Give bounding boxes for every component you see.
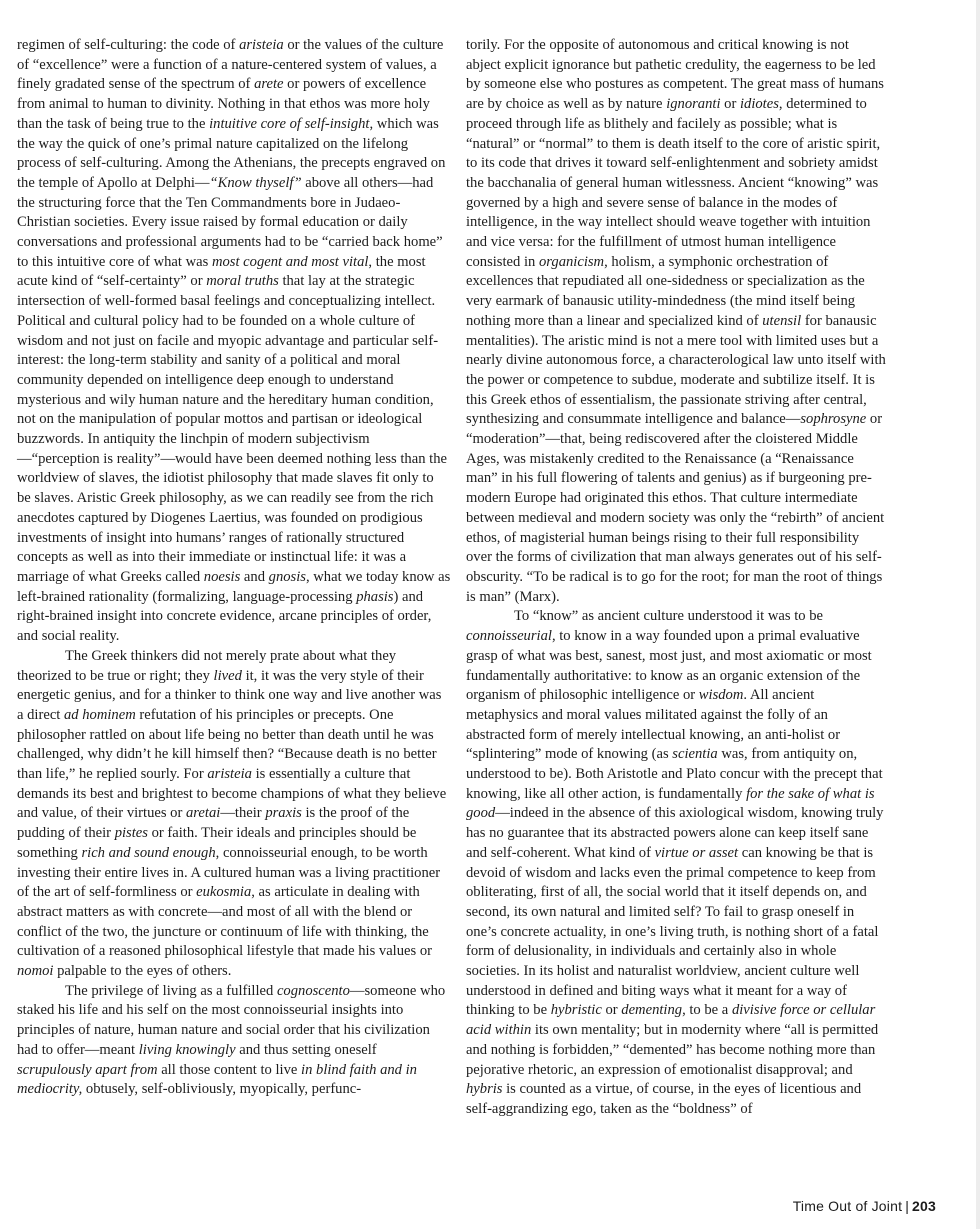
paragraph	[17, 982, 451, 1100]
text-run: The privilege of living as a fulfilled	[65, 982, 277, 999]
italic-text: pistes	[114, 825, 148, 842]
italic-text: dementing	[621, 1002, 683, 1019]
italic-text: wisdom	[698, 687, 744, 704]
italic-text: arete	[254, 76, 284, 93]
text-run: , which was the way the quick of one’s primal nature capitalized on the lifelong process of self-culturing. Among the Athenians, the precepts engraved on the temple of Apollo at Delphi—	[17, 115, 446, 191]
italic-text: idiotes	[739, 96, 779, 113]
italic-text: praxis	[265, 805, 302, 822]
text-run: or	[720, 96, 740, 113]
italic-text: divisive force or cellular acid within	[466, 1002, 876, 1039]
text-run: —their	[220, 805, 266, 822]
text-run: its own mentality; but in modernity where “all is permitted and nothing is forbidden,” “demented” has become nothing more than pejorative rhetoric, an expression of emotionalist disapproval; and	[466, 1022, 879, 1078]
text-run: for banausic mentalities). The aristic mind is not a mere tool with limited uses but a nearly divine autonomous force, a characterological law unto itself with the power or competence to subdue, moderate and subtilize itself. It is this Greek ethos of essentialism, the passionate striving after central, synthesizing and consummate intelligence and balance—	[466, 312, 886, 428]
italic-text: aristeia	[239, 37, 284, 53]
italic-text: lived	[213, 667, 242, 684]
italic-text: nomoi	[17, 963, 54, 980]
text-run: and	[240, 568, 269, 585]
italic-text: connoisseurial	[466, 628, 552, 645]
text-run: that lay at the strategic intersection of well-formed basal feelings and conceptualizing intellect. Political and cultural policy had to be founded on a whole culture of wisdom and not just on facile and myopic advantage and particular self-interest: the long-term stability and sanity of a political and moral community depended on intelligence deep enough to understand mysterious and wily human nature and the hereditary human condition, not on the manipulation of popular mottos and partisan or ideological buzzwords. In antiquity the linchpin of modern subjectivism—“perception is reality”—would have been deemed nothing less than the worldview of slaves, the idiotist philosophy that made slaves fit only to be slaves. Aristic Greek philosophy, as we can readily see from the rich anecdotes captured by Diogenes Laertius, was founded on prodigious investments of insight into humans’ ranges of rationally structured concepts as well as into their immediate or instinctual life: it was a marriage of what Greeks called	[17, 273, 447, 585]
italic-text: ad hominem	[64, 706, 136, 723]
text-run: , what we today know as left-brained rationality (formalizing, language-processing	[17, 568, 451, 605]
paragraph	[17, 647, 451, 982]
italic-text: utensil	[762, 312, 802, 329]
left-text-column	[17, 36, 451, 1100]
text-run: can knowing be that is devoid of wisdom and lacks even the primal competence to keep from obliterating, first of all, the social world that it itself depends on, and second, its own natural and limited self? To fail to grasp oneself in one’s concrete actuality, in one’s living truth, is nothing short of a fatal form of delusionality, in individuals and certainly also in whole societies. In its holist and naturalist worldview, ancient culture well understood in defined and biting ways what it meant for a way of thinking to be	[466, 844, 879, 1019]
text-run: , the most acute kind of “self-certainty” or	[17, 253, 426, 290]
text-run: or faith. Their ideals and principles should be something	[17, 825, 417, 861]
italic-text: sophrosyne	[800, 411, 867, 428]
italic-text: virtue or asset	[654, 844, 739, 861]
italic-text: hybris	[466, 1081, 503, 1098]
paragraph	[17, 36, 451, 647]
italic-text: intuitive core of self-insight	[209, 115, 370, 132]
italic-text: phasis	[356, 588, 394, 605]
right-text-column	[466, 36, 886, 1120]
text-run: or the values of the culture of “excellence” were a function of a nature-centered system of values, a finely gradated sense of the spectrum of	[17, 37, 444, 93]
text-run: palpable to the eyes of others.	[53, 963, 232, 980]
text-run: regimen of self-culturing: the code of	[17, 37, 240, 53]
italic-text: for the sake of what is good	[466, 785, 875, 822]
italic-text: ignoranti	[666, 96, 721, 113]
text-run: —indeed in the absence of this axiological wisdom, knowing truly has no guarantee that its abstracted powers alone can keep itself sane and self-coherent. What kind of	[466, 805, 884, 861]
italic-text: “Know thyself”	[209, 174, 302, 191]
text-run: all those content to live	[157, 1061, 302, 1078]
italic-text: scrupulously apart from	[17, 1061, 158, 1078]
text-run: torily. For the opposite of autonomous and critical knowing is not abject explicit ignorance but pathetic credulity, the eagerness to be led by someone else who postures as competent. The great mass of humans are by choice as well as by nature	[466, 37, 884, 113]
italic-text: aristeia	[207, 766, 252, 783]
text-run: or powers of excellence from animal to human to divinity. Nothing in that ethos was more holy than the task of being true to the	[17, 76, 430, 132]
italic-text: scientia	[672, 746, 718, 763]
italic-text: eukosmia	[196, 884, 252, 901]
page-footer	[793, 1198, 936, 1214]
text-run: and thus setting oneself	[235, 1041, 377, 1058]
footer-separator: |	[905, 1198, 910, 1214]
italic-text: living knowingly	[138, 1041, 236, 1058]
page-edge-shadow	[976, 0, 980, 1229]
text-run: —someone who staked his life and his self on the most connoisseurial insights into principles of nature, human nature and social order that his civilization had to offer—meant	[17, 982, 446, 1058]
text-run: , as articulate in dealing with abstract matters as with concrete—and most of all with the blend or conflict of the two, the juncture or continuum of life with thinking, the cultivation of a reasoned philosophical lifestyle that made his values or	[17, 884, 432, 960]
paragraph	[466, 607, 886, 1119]
italic-text: rich and sound enough	[81, 844, 216, 861]
text-run: or “moderation”—that, being rediscovered after the cloistered Middle Ages, was mistakenly credited to the Renaissance (a “Renaissance man” in his full flowering of talents and genius) as if burgeoning pre-modern Europe had originated this ethos. That culture intermediate between medieval and modern society was only the “rebirth” of ancient ethos, of magisterial human beings rising to their full responsibility over the forms of civilization that man always generates out of his self-obscurity. “To be radical is to go for the root; for man the root of things is man” (Marx).	[466, 411, 885, 605]
text-run: The Greek thinkers did not merely prate about what they theorized to be true or right; they	[17, 647, 397, 684]
text-run: , to know in a way founded upon a primal evaluative grasp of what was best, sanest, most just, and most axiomatic or most fundamentally authoritative: to know as an organic extension of the organism of philosophic intelligence or	[466, 628, 872, 704]
italic-text: cognoscento	[276, 982, 350, 999]
text-run: . All ancient metaphysics and moral values militated against the folly of an abstracted form of merely intellectual knowing, an anti-holist or “splintering” mode of knowing (as	[466, 687, 841, 763]
page-number: 203	[912, 1198, 936, 1214]
paragraph	[466, 36, 886, 607]
text-run: ) and right-brained insight into concrete evidence, arcane principles of order, and social reality.	[17, 588, 432, 645]
text-run: , holism, a symphonic orchestration of excellences that repudiated all one-sidedness or specialization as the very earmark of banausic utility-mindedness (the mind itself being nothing more than a linear and specialized kind of	[466, 253, 865, 329]
text-run: is essentially a culture that demands its best and brightest to become champions of what they believe and value, of their virtues or	[17, 766, 447, 822]
text-run: , connoisseurial enough, to be worth investing their entire lives in. A cultured human was a living practitioner of the art of self-formliness or	[17, 844, 441, 901]
running-title: Time Out of Joint	[792, 1198, 903, 1214]
italic-text: moral truths	[206, 273, 279, 290]
text-run: , to be a	[682, 1002, 732, 1019]
italic-text: organicism	[538, 253, 605, 270]
text-run: is the proof of the pudding of their	[17, 805, 410, 842]
text-run: it, it was the very style of their energetic genius, and for a thinker to think one way and live another was a direct	[17, 667, 442, 723]
text-run: is counted as a virtue, of course, in the eyes of licentious and self-aggrandizing ego, taken as the “boldness” of	[466, 1081, 862, 1117]
text-run: was, from antiquity on, understood to be). Both Aristotle and Plato concur with the precept that knowing, like all other action, is fundamentally	[466, 746, 883, 802]
italic-text: in blind faith and in mediocrity,	[17, 1061, 417, 1098]
text-run: To “know” as ancient culture understood it was to be	[514, 608, 824, 625]
italic-text: noesis	[203, 568, 241, 585]
italic-text: most cogent and most vital	[211, 253, 369, 270]
text-run: above all others—had the structuring force that the Ten Commandments bore in Judaeo-Christian societies. Every issue raised by formal education or daily conversations and professional arguments had to be “carried back home” to this intuitive core of what was	[17, 174, 443, 270]
italic-text: hybristic	[550, 1002, 602, 1019]
text-run: , determined to proceed through life as blithely and facilely as possible; what is “natural” or “normal” to them is death itself to the core of aristic spirit, to its code that drives it toward self-enlightenment and sobriety amidst the bacchanalia of general human witlessness. Ancient “knowing” was governed by a high and severe sense of balance in the modes of intelligence, in the way intellect should weave together with intuition and vice versa: for the fulfillment of utmost human intelligence consisted in	[466, 96, 881, 270]
text-run: or	[601, 1002, 622, 1019]
text-run: refutation of his principles or precepts. One philosopher rattled on about life being no better than death until he was challenged, why didn’t he kill himself then? “Because death is no better than life,” he replied sourly. For	[17, 706, 437, 783]
text-run: obtusely, self-obliviously, myopically, perfunc-	[82, 1081, 362, 1098]
italic-text: aretai	[186, 805, 221, 822]
italic-text: gnosis	[268, 568, 306, 585]
